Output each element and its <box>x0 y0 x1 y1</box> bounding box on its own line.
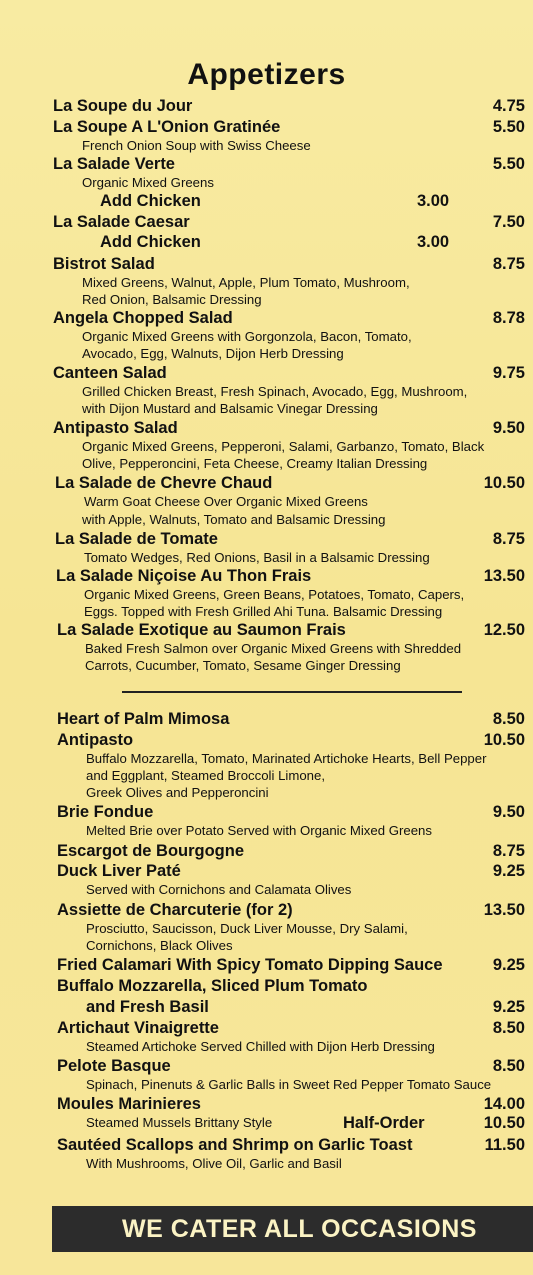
item-description: Steamed Artichoke Served Chilled with Dijon Herb Dressing <box>86 1039 435 1054</box>
item-description: and Eggplant, Steamed Broccoli Limone, <box>86 768 325 783</box>
item-description: Warm Goat Cheese Over Organic Mixed Greens <box>84 494 368 509</box>
item-description: Organic Mixed Greens <box>82 175 214 190</box>
item-price: 13.50 <box>483 567 525 585</box>
item-price: 9.25 <box>492 998 525 1016</box>
item-price: 9.25 <box>492 956 525 974</box>
item-price: 9.50 <box>492 803 525 821</box>
item-description: Organic Mixed Greens, Pepperoni, Salami, Garbanzo, Tomato, Black <box>82 439 485 454</box>
item-description: Prosciutto, Saucisson, Duck Liver Mousse, Dry Salami, <box>86 921 408 936</box>
item-name: Fried Calamari With Spicy Tomato Dipping Sauce <box>57 956 443 974</box>
addon-label: Add Chicken <box>100 192 201 210</box>
item-name: La Salade de Tomate <box>55 530 218 548</box>
item-price: 5.50 <box>492 118 525 136</box>
item-name: and Fresh Basil <box>86 998 209 1016</box>
item-name: La Salade Verte <box>53 155 175 173</box>
item-name: Brie Fondue <box>57 803 154 821</box>
item-description: Grilled Chicken Breast, Fresh Spinach, Avocado, Egg, Mushroom, <box>82 384 468 399</box>
item-price: 13.50 <box>483 901 525 919</box>
item-description: Greek Olives and Pepperoncini <box>86 785 269 800</box>
item-price: 9.25 <box>492 862 525 880</box>
item-name: Artichaut Vinaigrette <box>57 1019 219 1037</box>
item-price: 8.75 <box>492 842 525 860</box>
item-name: La Salade Exotique au Saumon Frais <box>57 621 346 639</box>
item-price: 14.00 <box>483 1095 525 1113</box>
item-name: La Salade Caesar <box>53 213 190 231</box>
item-price: 10.50 <box>483 731 525 749</box>
addon-price: 3.00 <box>417 192 450 210</box>
item-description: Buffalo Mozzarella, Tomato, Marinated Artichoke Hearts, Bell Pepper <box>86 751 487 766</box>
item-price: 9.75 <box>492 364 525 382</box>
item-description: Red Onion, Balsamic Dressing <box>82 292 262 307</box>
item-name: Escargot de Bourgogne <box>57 842 245 860</box>
item-description: with Dijon Mustard and Balsamic Vinegar Dressing <box>82 401 378 416</box>
item-price: 11.50 <box>484 1136 525 1154</box>
section-divider <box>122 691 462 693</box>
item-name: Assiette de Charcuterie (for 2) <box>57 901 293 919</box>
item-name: Moules Marinieres <box>57 1095 201 1113</box>
half-order-label: Half-Order <box>343 1114 425 1132</box>
item-description: Cornichons, Black Olives <box>86 938 233 953</box>
item-name: La Soupe du Jour <box>53 97 193 115</box>
item-name: La Soupe A L'Onion Gratinée <box>53 118 281 136</box>
item-price: 8.50 <box>492 1057 525 1075</box>
item-price: 8.50 <box>492 1019 525 1037</box>
item-name: Duck Liver Paté <box>57 862 181 880</box>
item-name: Bistrot Salad <box>53 255 155 273</box>
item-description: French Onion Soup with Swiss Cheese <box>82 138 311 153</box>
addon-label: Add Chicken <box>100 233 201 251</box>
item-description: Spinach, Pinenuts & Garlic Balls in Sweet Red Pepper Tomato Sauce <box>86 1077 492 1092</box>
item-price: 4.75 <box>492 97 525 115</box>
item-description: Organic Mixed Greens with Gorgonzola, Bacon, Tomato, <box>82 329 412 344</box>
item-price: 8.78 <box>492 309 525 327</box>
catering-banner <box>52 1206 533 1252</box>
item-description: Baked Fresh Salmon over Organic Mixed Greens with Shredded <box>85 641 462 656</box>
item-description: Mixed Greens, Walnut, Apple, Plum Tomato, Mushroom, <box>82 275 410 290</box>
item-description: with Apple, Walnuts, Tomato and Balsamic Dressing <box>82 512 386 527</box>
item-description: Olive, Pepperoncini, Feta Cheese, Creamy Italian Dressing <box>82 456 428 471</box>
page-title: Appetizers <box>187 58 346 91</box>
banner-text: WE CATER ALL OCCASIONS <box>122 1214 477 1243</box>
item-name: La Salade de Chevre Chaud <box>55 474 273 492</box>
item-name: Antipasto Salad <box>53 419 178 437</box>
addon-price: 3.00 <box>417 233 450 251</box>
item-price: 9.50 <box>492 419 525 437</box>
item-description: Avocado, Egg, Walnuts, Dijon Herb Dressing <box>82 346 344 361</box>
item-description: Served with Cornichons and Calamata Olives <box>86 882 352 897</box>
item-price: 8.50 <box>492 710 525 728</box>
item-name: La Salade Niçoise Au Thon Frais <box>56 567 312 585</box>
item-price: 7.50 <box>492 213 525 231</box>
item-description: Tomato Wedges, Red Onions, Basil in a Balsamic Dressing <box>84 550 430 565</box>
item-description: Steamed Mussels Brittany Style <box>86 1115 273 1130</box>
item-price: 10.50 <box>483 474 525 492</box>
item-price: 8.75 <box>492 530 525 548</box>
item-name: Pelote Basque <box>57 1057 171 1075</box>
item-name: Antipasto <box>57 731 134 749</box>
half-order-price: 10.50 <box>483 1114 525 1132</box>
item-price: 8.75 <box>492 255 525 273</box>
item-description: Melted Brie over Potato Served with Organic Mixed Greens <box>86 823 432 838</box>
item-name: Heart of Palm Mimosa <box>57 710 230 728</box>
item-name: Sautéed Scallops and Shrimp on Garlic Toast <box>57 1136 413 1154</box>
item-price: 12.50 <box>483 621 525 639</box>
item-price: 5.50 <box>492 155 525 173</box>
item-description: With Mushrooms, Olive Oil, Garlic and Basil <box>86 1156 342 1171</box>
item-name: Canteen Salad <box>53 364 167 382</box>
item-name: Buffalo Mozzarella, Sliced Plum Tomato <box>57 977 368 995</box>
item-name: Angela Chopped Salad <box>53 309 233 327</box>
item-description: Carrots, Cucumber, Tomato, Sesame Ginger Dressing <box>85 658 401 673</box>
item-description: Organic Mixed Greens, Green Beans, Potatoes, Tomato, Capers, <box>84 587 465 602</box>
item-description: Eggs. Topped with Fresh Grilled Ahi Tuna. Balsamic Dressing <box>84 604 443 619</box>
